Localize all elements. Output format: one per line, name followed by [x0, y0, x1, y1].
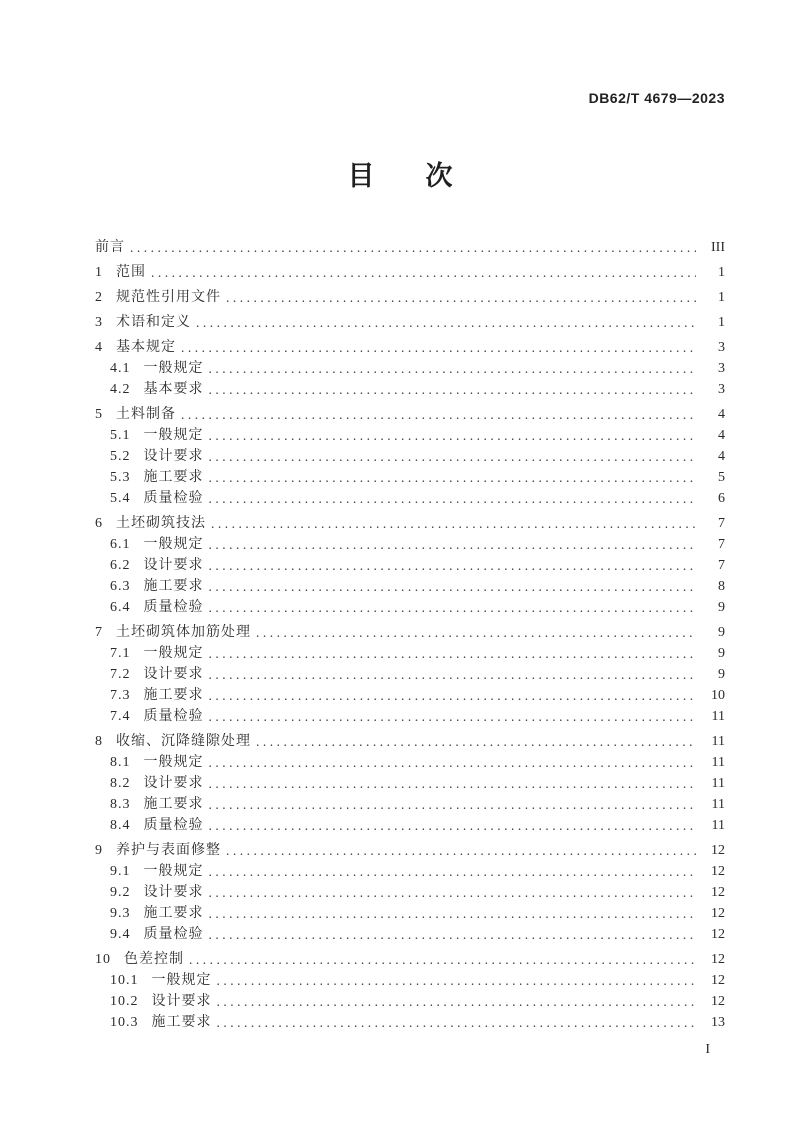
- toc-entry-label: 施工要求: [143, 579, 204, 594]
- toc-entry-label: 一般规定: [143, 537, 204, 552]
- toc-entry-label: 基本规定: [116, 340, 176, 355]
- toc-entry-label: 质量检验: [143, 600, 204, 615]
- toc-entry: [95, 287, 725, 308]
- toc-entry: [95, 237, 725, 258]
- toc-entry-page: 12: [711, 864, 725, 879]
- toc-entry: [95, 597, 725, 618]
- toc-entry: [95, 576, 725, 597]
- toc-entry-page: 9: [718, 646, 725, 661]
- toc-entry: [95, 488, 725, 509]
- toc-entry: [95, 773, 725, 794]
- dot-leader: [209, 815, 697, 836]
- dot-leader: [209, 379, 697, 400]
- toc-entry: [95, 312, 725, 333]
- toc-entry-page: 12: [711, 885, 725, 900]
- toc-entry-page: 12: [711, 906, 725, 921]
- toc-entry-page: 1: [718, 265, 725, 280]
- dot-leader: [217, 1012, 697, 1033]
- toc-entry-label: 质量检验: [143, 818, 204, 833]
- toc-entry-label: 设计要求: [151, 994, 212, 1009]
- toc-entry-number: 7.4: [110, 709, 131, 724]
- toc-entry: [95, 861, 725, 882]
- toc-entry-page: 12: [711, 973, 725, 988]
- toc-entry-page: 9: [718, 600, 725, 615]
- toc-entry-label: 施工要求: [143, 797, 204, 812]
- toc-entry-page: 7: [718, 516, 725, 531]
- dot-leader: [209, 664, 697, 685]
- toc-entry-page: 6: [718, 491, 725, 506]
- toc-entry-number: 9.3: [110, 906, 131, 921]
- dot-leader: [256, 622, 696, 643]
- toc-entry-page: 7: [718, 558, 725, 573]
- toc-entry-number: 5.4: [110, 491, 131, 506]
- toc-entry-label: 质量检验: [143, 709, 204, 724]
- dot-leader: [256, 731, 696, 752]
- dot-leader: [209, 752, 697, 773]
- toc-entry-number: 10.3: [110, 1015, 139, 1030]
- toc-entry-number: 9.2: [110, 885, 131, 900]
- toc-entry-number: 5: [95, 407, 103, 422]
- dot-leader: [209, 576, 697, 597]
- toc-entry-label: 收缩、沉降缝隙处理: [116, 734, 251, 749]
- dot-leader: [209, 488, 697, 509]
- page-title: 目 次: [347, 161, 465, 191]
- toc-entry-label: 设计要求: [143, 667, 204, 682]
- toc-entry-number: 8.3: [110, 797, 131, 812]
- doc-number: DB62/T 4679—2023: [588, 90, 725, 106]
- dot-leader: [209, 903, 697, 924]
- toc-entry: [95, 794, 725, 815]
- toc-entry-number: 6.3: [110, 579, 131, 594]
- toc-entry-page: 4: [718, 449, 725, 464]
- toc-entry: [95, 555, 725, 576]
- dot-leader: [209, 643, 697, 664]
- toc-entry: [95, 970, 725, 991]
- toc-entry-number: 7.1: [110, 646, 131, 661]
- toc-entry-label: 一般规定: [143, 864, 204, 879]
- toc-entry: [95, 425, 725, 446]
- toc-entry: [95, 446, 725, 467]
- toc-entry: [95, 664, 725, 685]
- toc-entry-number: 4.2: [110, 382, 131, 397]
- toc-entry-label: 养护与表面修整: [116, 843, 221, 858]
- toc-entry: [95, 379, 725, 400]
- table-of-contents: [0, 237, 800, 1033]
- toc-entry-label: 规范性引用文件: [116, 290, 221, 305]
- dot-leader: [196, 312, 696, 333]
- toc-entry-label: 前言: [95, 240, 125, 255]
- toc-entry: [95, 949, 725, 970]
- toc-entry-page: 8: [718, 579, 725, 594]
- toc-entry-label: 土坯砌筑技法: [116, 516, 206, 531]
- toc-entry-number: 1: [95, 265, 103, 280]
- dot-leader: [209, 534, 697, 555]
- toc-entry-page: 10: [711, 688, 725, 703]
- toc-entry: [95, 643, 725, 664]
- toc-entry-number: 8.2: [110, 776, 131, 791]
- dot-leader: [217, 991, 697, 1012]
- dot-leader: [151, 262, 696, 283]
- toc-entry-number: 7.2: [110, 667, 131, 682]
- toc-entry-page: 11: [711, 776, 725, 791]
- toc-entry-number: 9.1: [110, 864, 131, 879]
- page-number: I: [705, 1042, 710, 1057]
- toc-entry-page: 3: [718, 340, 725, 355]
- toc-entry: [95, 706, 725, 727]
- dot-leader: [226, 287, 696, 308]
- toc-entry-label: 施工要求: [143, 688, 204, 703]
- dot-leader: [189, 949, 696, 970]
- toc-entry-page: 4: [718, 428, 725, 443]
- toc-entry-label: 色差控制: [124, 952, 184, 967]
- toc-entry-number: 4: [95, 340, 103, 355]
- toc-entry: [95, 752, 725, 773]
- toc-entry: [95, 1012, 725, 1033]
- dot-leader: [209, 446, 697, 467]
- dot-leader: [209, 882, 697, 903]
- toc-entry-page: 4: [718, 407, 725, 422]
- toc-entry-page: 11: [711, 755, 725, 770]
- toc-entry: [95, 262, 725, 283]
- dot-leader: [209, 555, 697, 576]
- dot-leader: [209, 597, 697, 618]
- dot-leader: [226, 840, 696, 861]
- toc-entry-page: 5: [718, 470, 725, 485]
- toc-entry: [95, 840, 725, 861]
- toc-entry-label: 一般规定: [143, 361, 204, 376]
- toc-entry-label: 施工要求: [143, 906, 204, 921]
- toc-entry-label: 一般规定: [143, 755, 204, 770]
- toc-entry-number: 9: [95, 843, 103, 858]
- toc-entry-number: 6.1: [110, 537, 131, 552]
- toc-entry-number: 6.4: [110, 600, 131, 615]
- toc-entry-label: 土料制备: [116, 407, 176, 422]
- toc-entry-page: 12: [711, 927, 725, 942]
- toc-entry-number: 6: [95, 516, 103, 531]
- dot-leader: [209, 773, 697, 794]
- toc-entry-number: 8.1: [110, 755, 131, 770]
- toc-entry-page: 1: [718, 315, 725, 330]
- dot-leader: [130, 237, 696, 258]
- toc-entry: [95, 685, 725, 706]
- dot-leader: [209, 861, 697, 882]
- toc-entry-page: 3: [718, 361, 725, 376]
- dot-leader: [217, 970, 697, 991]
- toc-entry-number: 5.2: [110, 449, 131, 464]
- toc-entry: [95, 882, 725, 903]
- toc-entry-number: 3: [95, 315, 103, 330]
- toc-entry: [95, 404, 725, 425]
- toc-entry-label: 设计要求: [143, 776, 204, 791]
- toc-entry-number: 10.2: [110, 994, 139, 1009]
- toc-entry-label: 质量检验: [143, 491, 204, 506]
- dot-leader: [181, 404, 696, 425]
- toc-entry: [95, 991, 725, 1012]
- toc-entry-number: 2: [95, 290, 103, 305]
- toc-entry-page: 13: [711, 1015, 725, 1030]
- toc-entry-number: 5.3: [110, 470, 131, 485]
- toc-entry-label: 施工要求: [151, 1015, 212, 1030]
- toc-entry: [95, 337, 725, 358]
- dot-leader: [209, 706, 697, 727]
- toc-entry-page: 9: [718, 667, 725, 682]
- toc-entry-page: 12: [711, 994, 725, 1009]
- toc-entry-number: 8.4: [110, 818, 131, 833]
- toc-entry-label: 范围: [116, 265, 146, 280]
- dot-leader: [209, 358, 697, 379]
- toc-entry-page: III: [711, 240, 725, 255]
- toc-entry-label: 设计要求: [143, 885, 204, 900]
- toc-entry-number: 7: [95, 625, 103, 640]
- dot-leader: [181, 337, 696, 358]
- toc-entry: [95, 731, 725, 752]
- toc-entry-page: 11: [711, 818, 725, 833]
- toc-entry-page: 9: [718, 625, 725, 640]
- toc-entry-label: 设计要求: [143, 558, 204, 573]
- toc-entry-label: 施工要求: [143, 470, 204, 485]
- dot-leader: [209, 467, 697, 488]
- toc-entry: [95, 622, 725, 643]
- toc-entry-page: 3: [718, 382, 725, 397]
- dot-leader: [209, 425, 697, 446]
- toc-entry-page: 12: [711, 952, 725, 967]
- toc-entry-number: 6.2: [110, 558, 131, 573]
- toc-entry: [95, 513, 725, 534]
- toc-entry-label: 设计要求: [143, 449, 204, 464]
- toc-entry-label: 一般规定: [143, 428, 204, 443]
- toc-entry-page: 11: [711, 709, 725, 724]
- toc-entry-number: 5.1: [110, 428, 131, 443]
- toc-entry-page: 12: [711, 843, 725, 858]
- dot-leader: [209, 685, 697, 706]
- toc-entry: [95, 815, 725, 836]
- toc-entry-page: 1: [718, 290, 725, 305]
- dot-leader: [209, 924, 697, 945]
- toc-entry-label: 一般规定: [143, 646, 204, 661]
- toc-entry-page: 7: [718, 537, 725, 552]
- toc-entry: [95, 467, 725, 488]
- toc-entry: [95, 924, 725, 945]
- toc-entry-label: 土坯砌筑体加筋处理: [116, 625, 251, 640]
- toc-entry: [95, 903, 725, 924]
- toc-entry-number: 10.1: [110, 973, 139, 988]
- toc-entry-number: 4.1: [110, 361, 131, 376]
- toc-entry-label: 基本要求: [143, 382, 204, 397]
- toc-entry-label: 质量检验: [143, 927, 204, 942]
- toc-entry-page: 11: [711, 797, 725, 812]
- toc-entry-page: 11: [711, 734, 725, 749]
- toc-entry-label: 术语和定义: [116, 315, 191, 330]
- toc-entry-number: 7.3: [110, 688, 131, 703]
- toc-entry-number: 9.4: [110, 927, 131, 942]
- toc-entry-number: 10: [95, 952, 111, 967]
- toc-entry: [95, 534, 725, 555]
- toc-entry-label: 一般规定: [151, 973, 212, 988]
- dot-leader: [209, 794, 697, 815]
- toc-entry-number: 8: [95, 734, 103, 749]
- toc-entry: [95, 358, 725, 379]
- dot-leader: [211, 513, 696, 534]
